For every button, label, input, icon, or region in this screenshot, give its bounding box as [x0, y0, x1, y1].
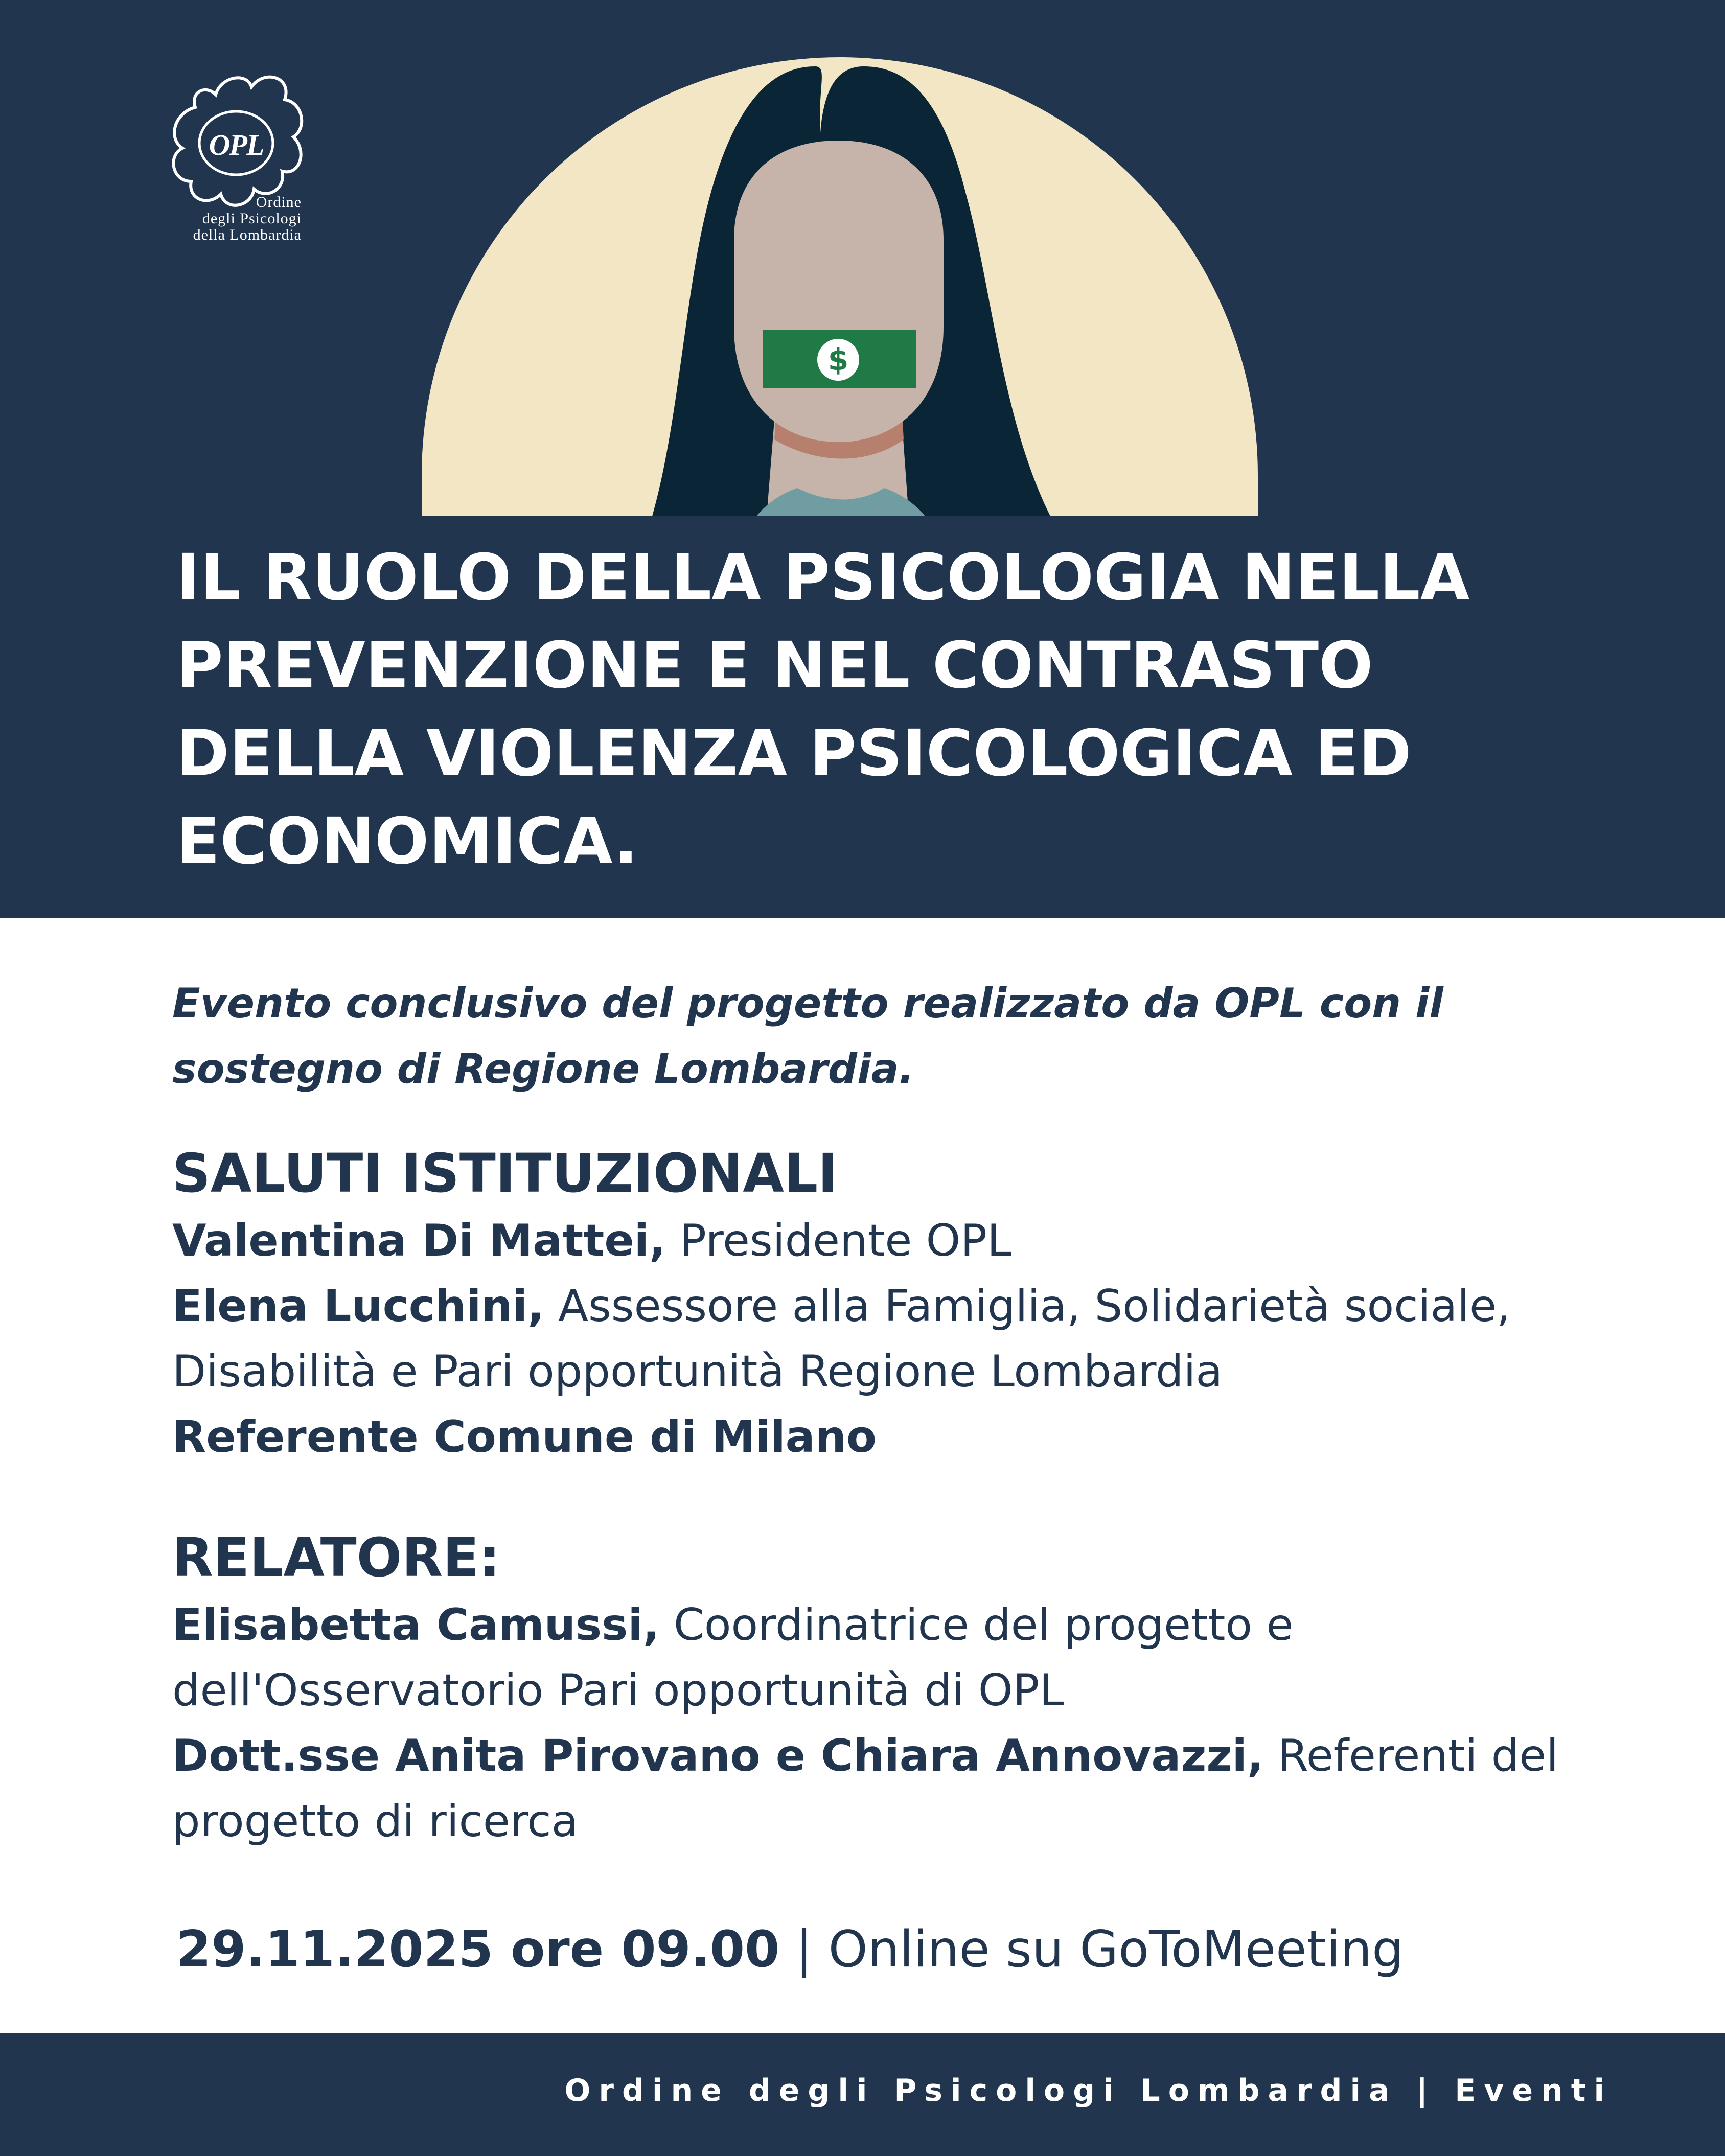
event-title — [176, 534, 1659, 886]
greeting-entry — [172, 1273, 1654, 1404]
greetings-section — [172, 1139, 1654, 1470]
person-role: Coordinatrice del progetto e dell'Osservatorio Pari opportunità di OPL — [172, 1599, 1294, 1716]
event-location: Online su GoToMeeting — [828, 1920, 1404, 1979]
logo-line-1: Ordine — [256, 194, 302, 211]
person-role: Presidente OPL — [665, 1215, 1012, 1266]
person-name: Dott.sse Anita Pirovano e Chiara Annovazzi, — [172, 1730, 1264, 1781]
title-line-4: ECONOMICA. — [176, 804, 638, 878]
title-line-1: IL RUOLO DELLA PSICOLOGIA NELLA — [176, 541, 1470, 615]
person-name: Valentina Di Mattei, — [172, 1215, 666, 1266]
person-role: Referenti del progetto di ricerca — [172, 1730, 1559, 1847]
hero-banner — [0, 0, 1725, 918]
person-name: Elena Lucchini, — [172, 1281, 544, 1332]
logo-line-3: della Lombardia — [193, 226, 302, 243]
speaker-entry — [172, 1592, 1654, 1723]
greeting-entry — [172, 1404, 1654, 1470]
logo-wordmark — [153, 194, 302, 243]
title-line-3: DELLA VIOLENZA PSICOLOGICA ED — [176, 716, 1412, 791]
footer-text: Ordine degli Psicologi Lombardia | Eventi — [564, 2073, 1613, 2108]
event-subtitle: Evento conclusivo del progetto realizzato da OPL con il sostegno di Regione Lombardia. — [172, 980, 1443, 1093]
person-role: Assessore alla Famiglia, Solidarietà sociale, Disabilità e Pari opportunità Regione Lombardia — [172, 1281, 1511, 1397]
person-name: Elisabetta Camussi, — [172, 1599, 660, 1651]
greeting-entry — [172, 1208, 1654, 1273]
logo-line-2: degli Psicologi — [202, 210, 302, 227]
logo-monogram: OPL — [209, 128, 264, 161]
speakers-section — [172, 1523, 1654, 1854]
speakers-heading: RELATORE: — [172, 1526, 500, 1589]
title-line-2: PREVENZIONE E NEL CONTRASTO — [176, 629, 1373, 703]
greetings-heading: SALUTI ISTITUZIONALI — [172, 1142, 838, 1204]
event-separator: | — [779, 1920, 829, 1979]
face-shape — [734, 141, 944, 442]
footer-bar — [0, 2033, 1725, 2156]
dollar-symbol: $ — [827, 342, 849, 377]
speaker-entry — [172, 1723, 1654, 1854]
event-datetime: 29.11.2025 ore 09.00 — [176, 1920, 780, 1979]
person-name: Referente Comune di Milano — [172, 1411, 877, 1463]
event-date-location — [176, 1914, 1404, 1985]
